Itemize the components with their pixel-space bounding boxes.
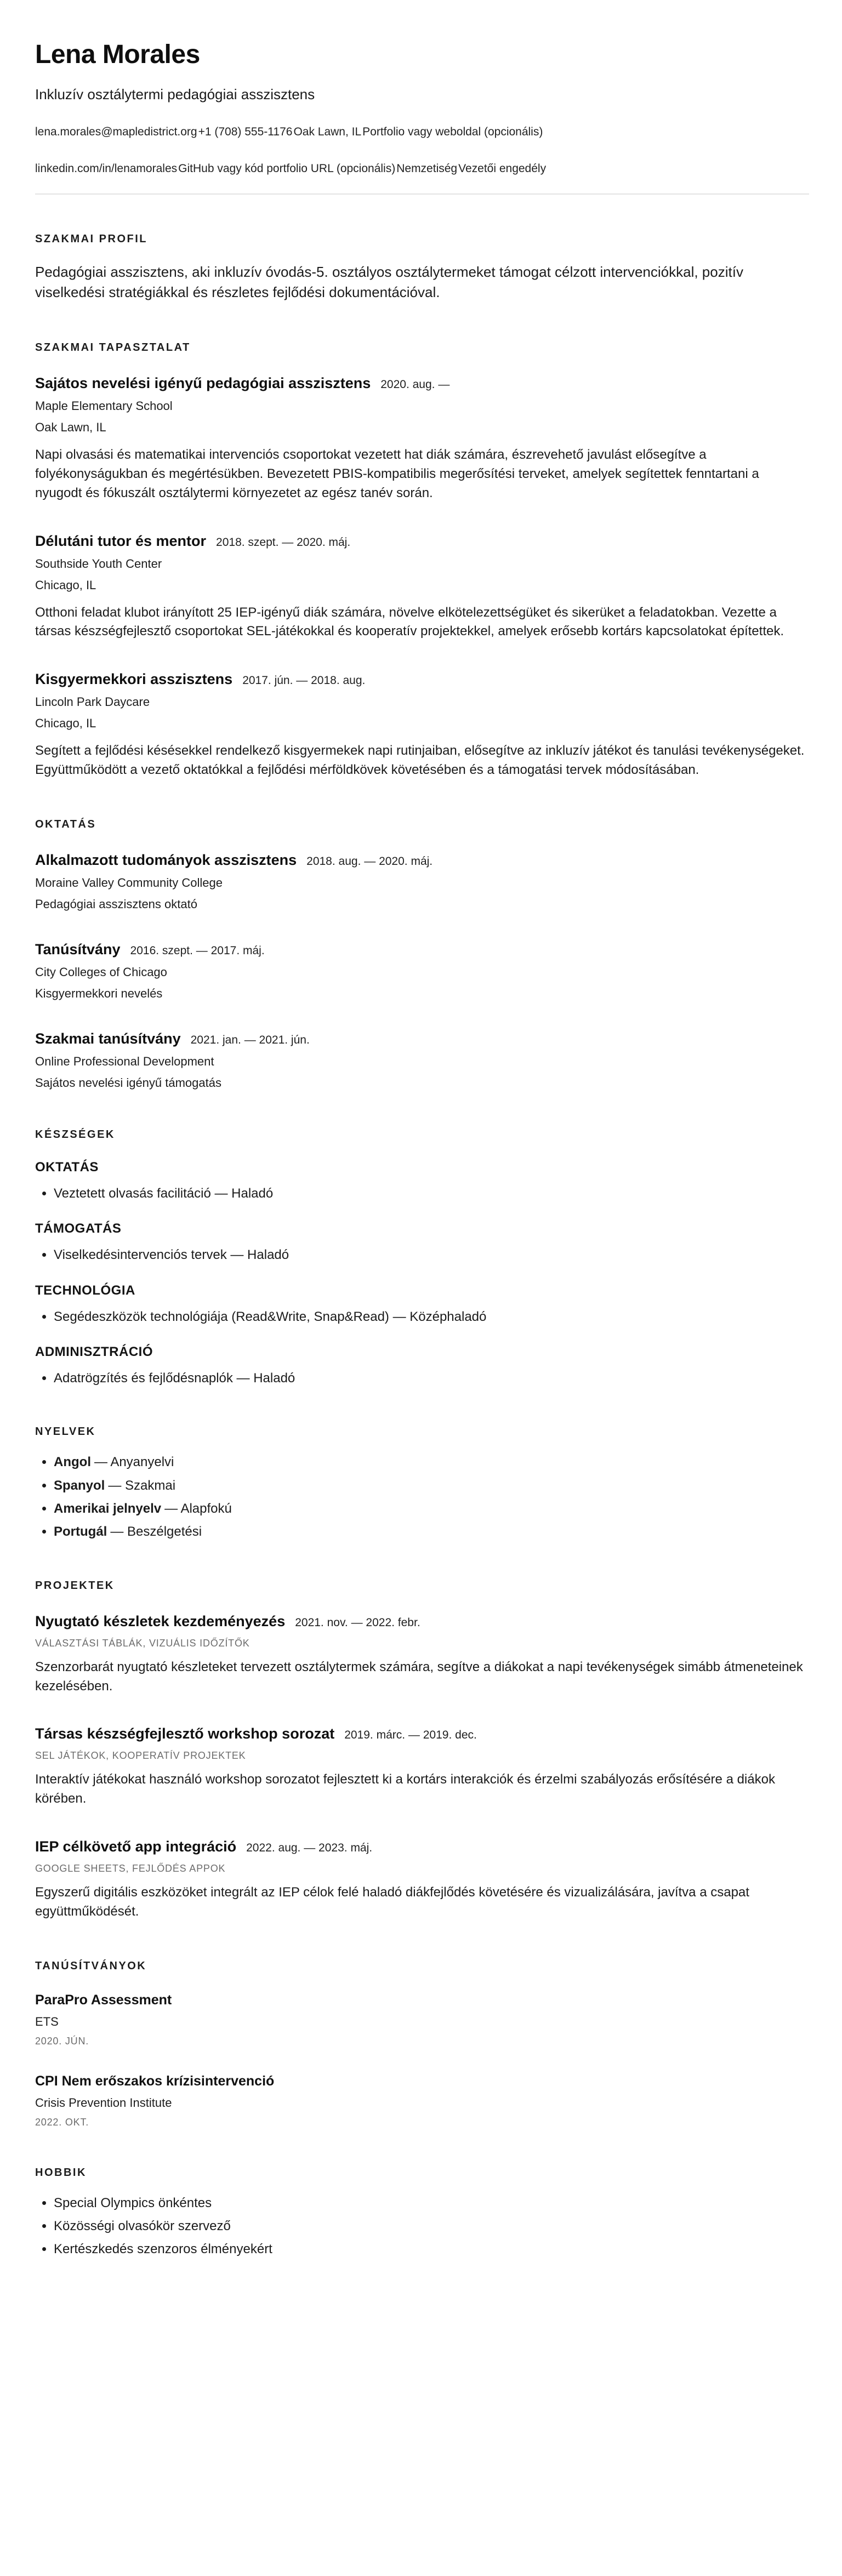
skill-category: TÁMOGATÁS <box>35 1221 122 1236</box>
projects-heading: PROJEKTEK <box>35 1579 115 1592</box>
skills-heading: KÉSZSÉGEK <box>35 1128 115 1141</box>
education-heading: OKTATÁS <box>35 818 96 830</box>
section-certifications <box>35 1960 809 2128</box>
language-item <box>54 1454 809 1471</box>
project-tech: VÁLASZTÁSI TÁBLÁK, VIZUÁLIS IDŐZÍTŐK <box>35 1637 250 1649</box>
languages-heading: NYELVEK <box>35 1426 96 1438</box>
project-description: Szenzorbarát nyugtató készleteket tervezett osztálytermek számára, segítve a diákokat a napi tevékenységek simább átmeneteinek kezelésében. <box>35 1659 803 1694</box>
certification-issuer: Crisis Prevention Institute <box>35 2095 172 2110</box>
header-divider <box>35 193 809 195</box>
section-profile <box>35 233 809 303</box>
study-field: Kisgyermekkori nevelés <box>35 986 163 1000</box>
degree-dates: 2018. aug. — 2020. máj. <box>306 854 433 868</box>
job-title: Sajátos nevelési igényű pedagógiai asszisztens <box>35 375 371 392</box>
education-title-row <box>35 941 809 958</box>
job-location: Chicago, IL <box>35 716 96 731</box>
skill-list <box>35 1308 809 1326</box>
language-level: — Szakmai <box>108 1478 176 1493</box>
certification-date: 2022. OKT. <box>35 2116 89 2128</box>
education-title-row <box>35 1030 809 1047</box>
education-entry <box>35 1030 809 1090</box>
contact-line-1 <box>35 124 809 140</box>
language-level: — Anyanyelvi <box>94 1455 174 1470</box>
hobby-item: • Special Olympics önkéntes <box>54 2195 809 2212</box>
contact-linkedin: linkedin.com/in/lenamorales <box>35 162 178 175</box>
skill-item: • Segédeszközök technológiája (Read&Write, Snap&Read) — Középhaladó <box>54 1308 809 1326</box>
degree-title: Szakmai tanúsítvány <box>35 1030 181 1047</box>
candidate-name: Lena Morales <box>35 40 200 69</box>
certification-name: CPI Nem erőszakos krízisintervenció <box>35 2073 275 2089</box>
job-dates: 2017. jún. — 2018. aug. <box>242 674 366 687</box>
contact-license: Vezetői engedély <box>458 162 547 175</box>
job-dates: 2020. aug. — <box>380 378 450 391</box>
contact-location: Oak Lawn, IL <box>293 126 362 138</box>
language-name: Portugál <box>54 1524 107 1540</box>
language-level: — Alapfokú <box>164 1501 232 1517</box>
certification-date: 2020. JÚN. <box>35 2035 89 2047</box>
language-name: Amerikai jelnyelv <box>54 1501 162 1517</box>
job-title: Kisgyermekkori asszisztens <box>35 671 233 688</box>
contact-portfolio: Portfolio vagy weboldal (opcionális) <box>362 126 543 138</box>
experience-heading: SZAKMAI TAPASZTALAT <box>35 341 191 354</box>
study-field: Pedagógiai asszisztens oktató <box>35 897 197 911</box>
skill-list <box>35 1185 809 1202</box>
section-experience <box>35 341 809 780</box>
job-title: Délutáni tutor és mentor <box>35 532 207 549</box>
project-entry <box>35 1725 809 1809</box>
education-entry <box>35 852 809 911</box>
section-projects <box>35 1580 809 1922</box>
experience-title-row <box>35 671 809 688</box>
job-location: Oak Lawn, IL <box>35 420 106 435</box>
section-hobbies <box>35 2167 809 2259</box>
study-field: Sajátos nevelési igényű támogatás <box>35 1075 221 1090</box>
job-description: Segített a fejlődési késésekkel rendelkező kisgyermekek napi rutinjaiban, elősegítve az inkluzív játékot és tanulási tevékenységeket. Együttműködött a vezető oktatókkal a fejlődési mérföldkövek követésében és a támogatási tervek módosításában. <box>35 743 805 777</box>
experience-entry <box>35 671 809 780</box>
contact-phone: +1 (708) 555-1176 <box>198 126 293 138</box>
job-company: Maple Elementary School <box>35 399 173 413</box>
degree-title: Tanúsítvány <box>35 941 121 958</box>
skill-category: ADMINISZTRÁCIÓ <box>35 1344 153 1359</box>
resume-header <box>35 39 809 195</box>
contact-github: GitHub vagy kód portfolio URL (opcionális) <box>178 162 396 175</box>
section-languages <box>35 1426 809 1541</box>
job-company: Southside Youth Center <box>35 556 162 571</box>
language-item <box>54 1477 809 1495</box>
project-entry <box>35 1613 809 1696</box>
experience-title-row <box>35 375 809 392</box>
section-skills <box>35 1129 809 1388</box>
language-level: — Beszélgetési <box>110 1524 202 1540</box>
job-location: Chicago, IL <box>35 578 96 592</box>
school-name: City Colleges of Chicago <box>35 965 167 979</box>
project-tech: GOOGLE SHEETS, FEJLŐDÉS APPOK <box>35 1863 226 1874</box>
hobbies-heading: HOBBIK <box>35 2166 87 2179</box>
contact-nationality: Nemzetiség <box>396 162 458 175</box>
project-title-row <box>35 1725 809 1742</box>
skill-category: TECHNOLÓGIA <box>35 1283 135 1298</box>
skill-group <box>35 1221 809 1264</box>
experience-title-row <box>35 533 809 550</box>
project-title-row <box>35 1613 809 1630</box>
skill-list <box>35 1246 809 1264</box>
job-dates: 2018. szept. — 2020. máj. <box>216 535 351 549</box>
skill-group <box>35 1160 809 1202</box>
hobby-item: • Kertészkedés szenzoros élményekért <box>54 2241 809 2258</box>
education-title-row <box>35 852 809 869</box>
project-dates: 2019. márc. — 2019. dec. <box>344 1729 477 1742</box>
job-description: Otthoni feladat klubot irányított 25 IEP-igényű diák számára, növelve elkötelezettségüket és sikerüket a feladatokban. Vezette a társas készségfejlesztő csoportokat SEL-játékokkal és kooperatív projektekkel, amelyek erősebb kortárs kapcsolatokat építettek. <box>35 605 784 639</box>
project-title: IEP célkövető app integráció <box>35 1838 237 1855</box>
job-company: Lincoln Park Daycare <box>35 695 150 709</box>
project-dates: 2022. aug. — 2023. máj. <box>246 1842 373 1855</box>
project-tech: SEL JÁTÉKOK, KOOPERATÍV PROJEKTEK <box>35 1750 246 1762</box>
certification-issuer: ETS <box>35 2014 59 2028</box>
project-description: Egyszerű digitális eszközöket integrált az IEP célok felé haladó diákfejlődés követésére és vizualizálására, javítva a csapat együttműködését. <box>35 1885 749 1919</box>
language-item <box>54 1500 809 1518</box>
degree-dates: 2016. szept. — 2017. máj. <box>130 944 265 957</box>
project-dates: 2021. nov. — 2022. febr. <box>295 1616 420 1629</box>
skill-list <box>35 1370 809 1387</box>
contact-line-2 <box>35 161 809 176</box>
skill-group <box>35 1344 809 1387</box>
education-entry <box>35 941 809 1001</box>
language-name: Spanyol <box>54 1478 105 1493</box>
project-entry <box>35 1838 809 1922</box>
skill-group <box>35 1283 809 1326</box>
experience-entry <box>35 375 809 503</box>
skill-item: • Veztetett olvasás facilitáció — Haladó <box>54 1185 809 1202</box>
certification-entry <box>35 1992 809 2047</box>
language-item <box>54 1523 809 1541</box>
certifications-heading: TANÚSÍTVÁNYOK <box>35 1959 147 1972</box>
section-education <box>35 818 809 1090</box>
candidate-headline: Inkluzív osztálytermi pedagógiai asszisztens <box>35 86 315 102</box>
skill-item: • Viselkedésintervenciós tervek — Haladó <box>54 1246 809 1264</box>
degree-dates: 2021. jan. — 2021. jún. <box>190 1033 310 1046</box>
degree-title: Alkalmazott tudományok asszisztens <box>35 851 297 868</box>
profile-text: Pedagógiai asszisztens, aki inkluzív óvodás-5. osztályos osztálytermeket támogat célzott intervenciókkal, pozitív viselkedési stratégiákkal és részletes fejlődési dokumentációval. <box>35 263 743 301</box>
project-title: Nyugtató készletek kezdeményezés <box>35 1612 286 1629</box>
project-description: Interaktív játékokat használó workshop sorozatot fejlesztett ki a kortárs interakciók és érzelmi szabályozás erősítésére a diákok körében. <box>35 1772 775 1806</box>
project-title-row <box>35 1838 809 1855</box>
experience-entry <box>35 533 809 642</box>
skill-category: OKTATÁS <box>35 1159 99 1175</box>
language-name: Angol <box>54 1455 91 1470</box>
school-name: Moraine Valley Community College <box>35 875 223 890</box>
language-list <box>35 1454 809 1541</box>
project-title: Társas készségfejlesztő workshop sorozat <box>35 1725 335 1742</box>
school-name: Online Professional Development <box>35 1054 214 1068</box>
contact-email: lena.morales@mapledistrict.org <box>35 126 197 138</box>
certification-entry <box>35 2073 809 2128</box>
hobby-list <box>35 2195 809 2259</box>
job-description: Napi olvasási és matematikai intervenciós csoportokat vezetett hat diák számára, észrevehető javulást elősegítve a folyékonyságukban és megértésükben. Bevezetett PBIS-kompatibilis megerősítési terveket, amelyek segítettek fenntartani a nyugodt és fókuszált osztálytermi környezetet az egész tanév során. <box>35 447 759 500</box>
profile-heading: SZAKMAI PROFIL <box>35 232 147 245</box>
certification-name: ParaPro Assessment <box>35 1992 172 2008</box>
hobby-item: • Közösségi olvasókör szervező <box>54 2218 809 2235</box>
skill-item: • Adatrögzítés és fejlődésnaplók — Haladó <box>54 1370 809 1387</box>
